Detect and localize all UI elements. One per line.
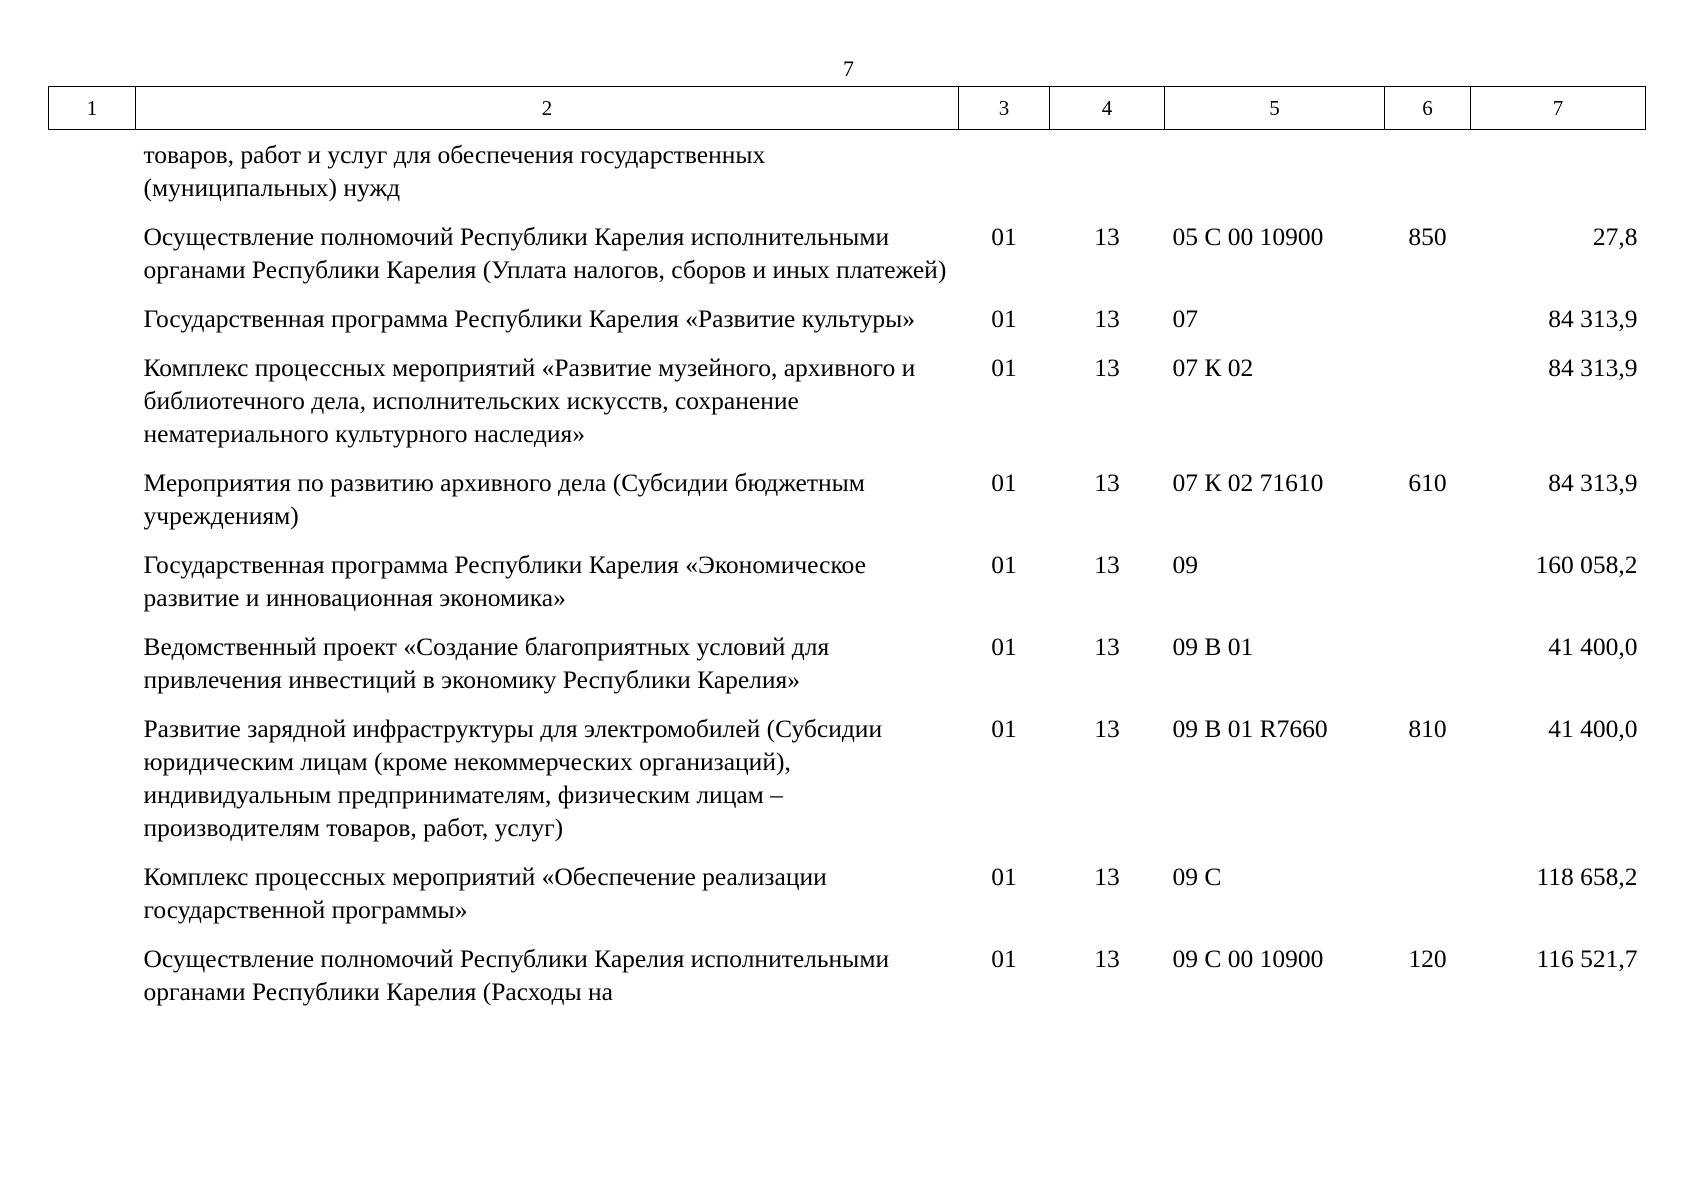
target-article-code: 09 В 01 (1172, 632, 1254, 661)
amount: 118 658,2 (1536, 862, 1638, 891)
amount: 41 400,0 (1548, 714, 1638, 743)
amount: 116 521,7 (1536, 944, 1638, 973)
target-article-code: 09 С (1172, 862, 1222, 891)
row-number-cell (49, 712, 136, 860)
subsection-code: 13 (1094, 304, 1120, 333)
section-code: 01 (991, 550, 1017, 579)
row-number-cell (49, 548, 136, 630)
row-number-cell (49, 860, 136, 942)
table-row (49, 220, 1646, 302)
header-col-4: 4 (1050, 87, 1165, 130)
header-col-2: 2 (136, 87, 959, 130)
expense-type-code: 810 (1408, 714, 1447, 743)
expense-type-code (1385, 860, 1471, 942)
target-article-code: 09 В 01 R7660 (1172, 714, 1328, 743)
subsection-code: 13 (1094, 550, 1120, 579)
budget-table (48, 86, 1646, 1024)
header-col-3: 3 (959, 87, 1050, 130)
expense-type-code (1385, 130, 1471, 221)
section-code: 01 (991, 222, 1017, 251)
expense-type-code (1385, 351, 1471, 466)
row-number-cell (49, 351, 136, 466)
table-row (49, 712, 1646, 860)
expense-type-code (1385, 302, 1471, 351)
target-article-code: 07 (1172, 304, 1198, 333)
section-code: 01 (991, 714, 1017, 743)
section-code: 01 (991, 353, 1017, 382)
section-code: 01 (991, 944, 1017, 973)
table-row (49, 130, 1646, 221)
expense-type-code: 120 (1408, 944, 1447, 973)
table-row (49, 548, 1646, 630)
section-code: 01 (991, 632, 1017, 661)
header-col-5: 5 (1165, 87, 1385, 130)
expense-type-code: 610 (1408, 468, 1447, 497)
table-row (49, 302, 1646, 351)
section-code (959, 130, 1050, 221)
expense-name: Комплекс процессных мероприятий «Развитие музейного, архивного и библиотечного дела, исполнительских искусств, сохранение нематериального культурного наследия» (143, 353, 916, 448)
amount: 160 058,2 (1535, 550, 1638, 579)
amount: 84 313,9 (1548, 304, 1638, 333)
section-code: 01 (991, 468, 1017, 497)
target-article-code: 09 С 00 10900 (1172, 944, 1324, 973)
section-code: 01 (991, 304, 1017, 333)
header-col-7: 7 (1471, 87, 1646, 130)
expense-name: Мероприятия по развитию архивного дела (Субсидии бюджетным учреждениям) (143, 468, 865, 530)
target-article-code: 07 К 02 (1172, 353, 1254, 382)
header-col-1: 1 (49, 87, 136, 130)
table-row (49, 942, 1646, 1024)
subsection-code: 13 (1094, 353, 1120, 382)
subsection-code: 13 (1094, 862, 1120, 891)
expense-type-code (1385, 630, 1471, 712)
table-row (49, 860, 1646, 942)
header-col-6: 6 (1385, 87, 1471, 130)
target-article-code: 07 К 02 71610 (1172, 468, 1324, 497)
table-body (49, 130, 1646, 1025)
expense-name: Ведомственный проект «Создание благоприятных условий для привлечения инвестиций в экономику Республики Карелия» (143, 632, 830, 694)
table-row (49, 466, 1646, 548)
subsection-code: 13 (1094, 222, 1120, 251)
expense-name: товаров, работ и услуг для обеспечения государственных (муниципальных) нужд (143, 140, 766, 202)
subsection-code: 13 (1094, 632, 1120, 661)
subsection-code: 13 (1094, 714, 1120, 743)
target-article-code: 09 (1172, 550, 1198, 579)
row-number-cell (49, 302, 136, 351)
row-number-cell (49, 130, 136, 221)
table-row (49, 630, 1646, 712)
expense-name: Развитие зарядной инфраструктуры для электромобилей (Субсидии юридическим лицам (кроме некоммерческих организаций), индивидуальным предпринимателям, физическим лицам – производителям товаров, работ, услуг) (143, 714, 883, 842)
expense-name: Осуществление полномочий Республики Карелия исполнительными органами Республики Карелия (Расходы на (143, 944, 890, 1006)
expense-name: Государственная программа Республики Карелия «Развитие культуры» (143, 304, 915, 333)
amount: 41 400,0 (1548, 632, 1638, 661)
subsection-code (1050, 130, 1165, 221)
row-number-cell (49, 630, 136, 712)
subsection-code: 13 (1094, 944, 1120, 973)
table-row (49, 351, 1646, 466)
row-number-cell (49, 942, 136, 1024)
amount: 84 313,9 (1548, 353, 1638, 382)
expense-name: Государственная программа Республики Карелия «Экономическое развитие и инновационная экономика» (143, 550, 866, 612)
subsection-code: 13 (1094, 468, 1120, 497)
expense-type-code: 850 (1408, 222, 1447, 251)
row-number-cell (49, 220, 136, 302)
amount: 84 313,9 (1548, 468, 1638, 497)
row-number-cell (49, 466, 136, 548)
page-number: 7 (843, 56, 854, 81)
table-header (49, 87, 1646, 130)
amount (1471, 130, 1646, 221)
expense-name: Осуществление полномочий Республики Карелия исполнительными органами Республики Карелия (Уплата налогов, сборов и иных платежей) (143, 222, 947, 284)
target-article-code (1165, 130, 1385, 221)
target-article-code: 05 С 00 10900 (1172, 222, 1324, 251)
amount: 27,8 (1592, 222, 1638, 251)
section-code: 01 (991, 862, 1017, 891)
header-row (49, 87, 1646, 130)
expense-name: Комплекс процессных мероприятий «Обеспечение реализации государственной программы» (143, 862, 827, 924)
expense-type-code (1385, 548, 1471, 630)
